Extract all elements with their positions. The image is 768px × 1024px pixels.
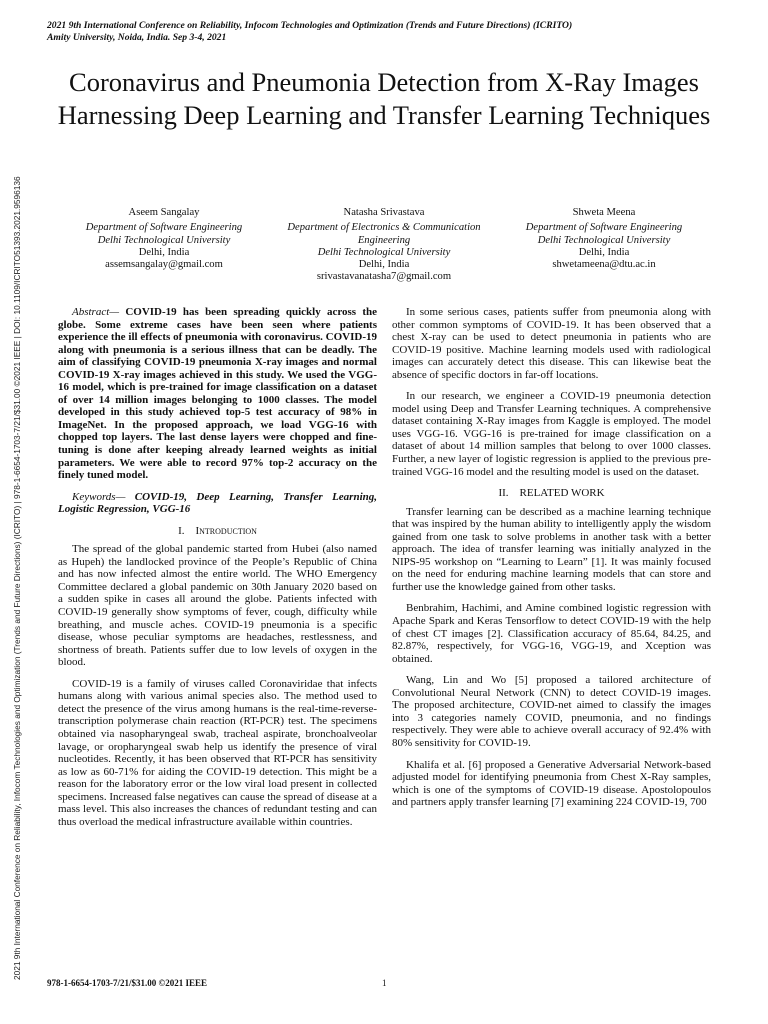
- author-block: [279, 207, 489, 284]
- author-email: srivastavanatasha7@gmail.com: [316, 271, 452, 283]
- author-email: assemsangalay@gmail.com: [105, 259, 223, 271]
- author-university: Delhi Technological University: [97, 234, 231, 246]
- page-number: 1: [382, 978, 387, 988]
- author-city: Delhi, India: [578, 246, 630, 258]
- paragraph: Benbrahim, Hachimi, and Amine combined logistic regression with Apache Spark and Keras Tensorflow to detect COVID-19 with the help of chest CT images [2]. Classification accuracy of 85.64, 84.25, and 82.87%, respectively, for VGG-16, VGG-19, and Xception was obtained.: [392, 602, 711, 665]
- conference-header: [47, 20, 727, 44]
- paragraph: In some serious cases, patients suffer from pneumonia along with other common symptoms of COVID-19. It has been observed that a chest X-ray can be used to detect pneumonia in patients who are COVID-19 positive. Machine learning models used with radiological images can accurately detect this disease. This can likewise beat the absence of specific doctors in far-off locations.: [392, 306, 711, 381]
- paragraph: Transfer learning can be described as a machine learning technique that was inspired by the human ability to intelligently apply the wisdom gained from one task to solve problems in another task with a better approach. The idea of transfer learning was initially analyzed in the NIPS-95 workshop on “Learning to Learn” [1]. It was mainly focused on the need for enduring machine learning models that can store and further use the knowledge gained from other tasks.: [392, 505, 711, 593]
- author-email: shwetameena@dtu.ac.in: [552, 259, 656, 271]
- author-city: Delhi, India: [138, 246, 190, 258]
- author-department: Department of Software Engineering: [85, 222, 243, 234]
- abstract-text: COVID-19 has been spreading quickly across the globe. Some extreme cases have been seen where patients experience the ill effects of pneumonia with coronavirus. COVID-19 along with pneumonia is a serious illness that can be deadly. The aim of classifying COVID-19 pneumonia X-ray images and normal COVID-19 X-ray images achieved in this study. We used the VGG-16 model, which is pre-trained for image classification on a dataset of over 14 million images belonging to 1000 classes. The model developed in this study achieved top-5 test accuracy of 98% in ImageNet. In the proposed approach, we load VGG-16 with chopped top layers. The last dense layers were chopped and fine-tuning is done after keeping already learned weights as initial parameters. We were able to record 97% top-2 accuracy on the finely tuned model.: [58, 306, 377, 482]
- author-department: Department of Electronics & Communication Engineering: [287, 222, 481, 246]
- left-column: [58, 306, 377, 837]
- author-block: [499, 207, 709, 271]
- keywords-label: Keywords—: [72, 490, 126, 503]
- section-heading-introduction: [58, 525, 377, 538]
- paragraph: COVID-19 is a family of viruses called Coronaviridae that infects humans along with various animal species also. The method used to detect the presence of the virus among humans is the real-time-reverse-transcription polymerase chain reaction (RT-PCR) test. The specimens obtained via nasopharyngeal swab, tracheal aspirate, bronchoalveolar lavage, or oropharyngeal swab help us identify the presence of viral nucleotides. Recently, it has been observed that RT-PCR has sensitivity as low as 60-71% for aiding the COVID-19 detection. This might be a reason for the laboratory error or the low viral load present in collected specimens. Increased false negatives can cause the spread of disease at a mass level. This also increases the chances of redundant testing and can thus overload the medical infrastructure available within countries.: [58, 677, 377, 828]
- keywords: [58, 491, 377, 516]
- author-name: Natasha Srivastava: [343, 207, 425, 218]
- doi-sidebar: 2021 9th International Conference on Reliability, Infocom Technologies and Optimization (Trends and Future Directions) (ICRITO) | 978-1-6654-1703-7/21/$31.00 ©2021 IEEE | DOI: 10.1109/ICRITO51393.2021.9596136: [12, 176, 22, 980]
- author-university: Delhi Technological University: [317, 246, 451, 258]
- conference-location: Amity University, Noida, India. Sep 3-4, 2021: [47, 32, 227, 43]
- paragraph: Khalifa et al. [6] proposed a Generative Adversarial Network-based adjusted model for identifying pneumonia from Chest X-Ray samples, which is one of the symptoms of COVID-19 disease. Apostolopoulos and partners apply transfer learning [7] examining 224 COVID-19, 700: [392, 758, 711, 809]
- conference-name: 2021 9th International Conference on Reliability, Infocom Technologies and Optimization (Trends and Future Directions) (ICRITO): [47, 20, 573, 31]
- section-title: Introduction: [195, 524, 257, 537]
- keywords-text: COVID-19, Deep Learning, Transfer Learning, Logistic Regression, VGG-16: [58, 490, 377, 516]
- right-column: [392, 306, 711, 818]
- section-number: II.: [498, 487, 509, 500]
- author-city: Delhi, India: [358, 259, 410, 271]
- author-name: Aseem Sangalay: [128, 207, 200, 218]
- abstract: [58, 306, 377, 482]
- author-department: Department of Software Engineering: [525, 222, 683, 234]
- footer-isbn: 978-1-6654-1703-7/21/$31.00 ©2021 IEEE: [47, 978, 207, 988]
- abstract-label: Abstract—: [72, 306, 120, 318]
- author-university: Delhi Technological University: [537, 234, 671, 246]
- author-block: [59, 207, 269, 271]
- section-number: I.: [178, 524, 185, 537]
- paper-title: Coronavirus and Pneumonia Detection from X-Ray Images Harnessing Deep Learning and Transfer Learning Techniques: [57, 67, 711, 130]
- paragraph: The spread of the global pandemic started from Hubei (also named as Hupeh) the landlocked province of the People’s Republic of China and has now infected almost the entire world. The WHO Emergency Committee declared a global pandemic on 30th January 2020 based on a sudden spike in cases all around the globe. Patients infected with COVID-19 generally show symptoms of fever, cough, difficulty while breathing, and muscle aches. COVID-19 pneumonia is a specific disease, whose peculiar symptoms are headaches, restlessness, and shortness of breath. Patients suffer due to low levels of oxygen in the blood.: [58, 543, 377, 669]
- author-name: Shweta Meena: [572, 207, 636, 218]
- paragraph: In our research, we engineer a COVID-19 pneumonia detection model using Deep and Transfer Learning techniques. A comprehensive dataset containing X-Ray images from Kaggle is employed. The model uses VGG-16. VGG-16 is pre-trained for image classification on a dataset of about 14 million samples that belong to over 1000 classes. Further, a new layer of logistic regression is applied to the previous pre-trained VGG-16 model and the resulting model is used on the dataset.: [392, 390, 711, 478]
- section-heading-related-work: [392, 487, 711, 500]
- paragraph: Wang, Lin and Wo [5] proposed a tailored architecture of Convolutional Neural Network (CNN) to detect COVID-19 images. The proposed architecture, COVID-net aimed to classify the images into 3 categories namely COVID, pneumonia, and no findings respectively. They were able to achieve overall accuracy of 92.4% with 80% sensitivity for COVID-19.: [392, 674, 711, 749]
- section-title: RELATED WORK: [519, 487, 605, 500]
